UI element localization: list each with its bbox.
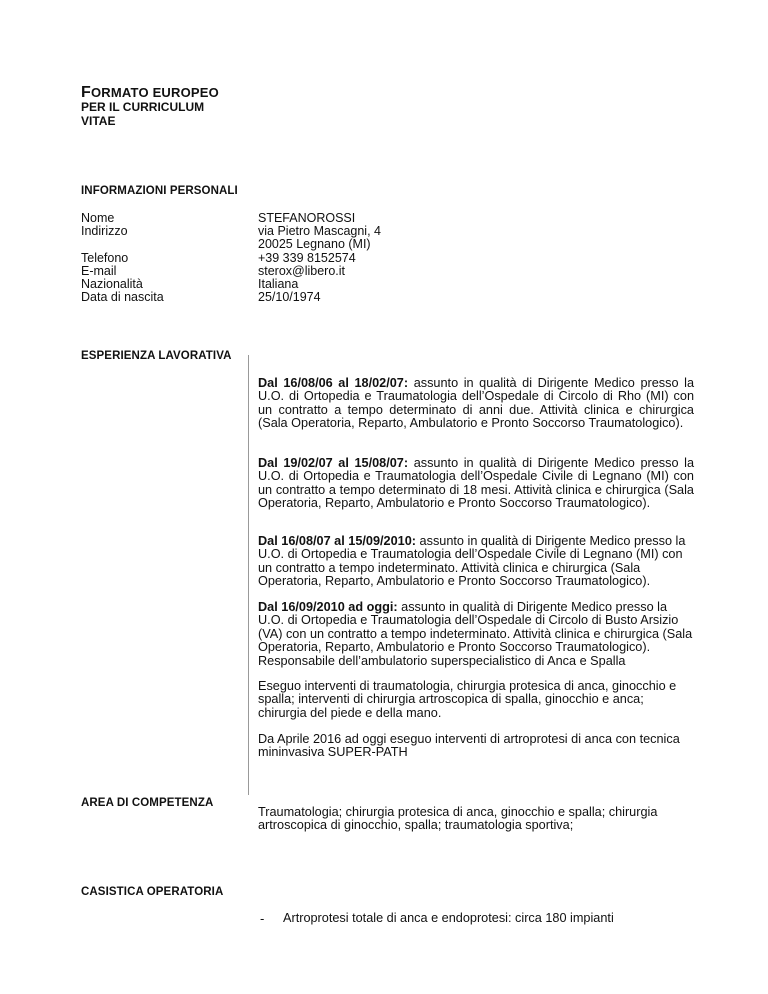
- experience-entry: [258, 377, 694, 431]
- value-address-line1: via Pietro Mascagni, 4: [258, 224, 381, 238]
- experience-note: Da Aprile 2016 ad oggi eseguo interventi di artroprotesi di anca con tecnica mininvasiva SUPER-PATH: [258, 732, 680, 760]
- list-bullet: -: [260, 911, 265, 926]
- value-name: STEFANOROSSI: [258, 211, 356, 225]
- value-email: sterox@libero.it: [258, 264, 346, 278]
- label-nationality: Nazionalità: [81, 277, 143, 291]
- experience-text: assunto in qualità di Dirigente Medico presso la U.O. di Ortopedia e Traumatologia dell’Ospedale di Circolo di Rho (MI) con un contratto a tempo determinato di anni due. Attività clinica e chirurgica (Sala Operatoria, Reparto, Ambulatorio e Pronto Soccorso Traumatologico).: [258, 376, 694, 431]
- label-address: Indirizzo: [81, 224, 128, 238]
- experience-entry: [258, 457, 694, 511]
- value-phone: +39 339 8152574: [258, 251, 356, 265]
- competence-text: Traumatologia; chirurgia protesica di anca, ginocchio e spalla; chirurgia artroscopica di ginocchio, spalla; traumatologia sportiva;: [258, 805, 658, 833]
- experience-period: Dal 19/02/07 al 15/08/07:: [258, 456, 409, 470]
- title-initial: F: [81, 84, 91, 101]
- experience-period: Dal 16/08/07 al 15/09/2010:: [258, 534, 417, 548]
- value-address-line2: 20025 Legnano (MI): [258, 237, 371, 251]
- experience-heading: ESPERIENZA LAVORATIVA: [81, 350, 232, 362]
- experience-entry: [258, 601, 694, 668]
- label-birth: Data di nascita: [81, 290, 164, 304]
- value-nationality: Italiana: [258, 277, 299, 291]
- value-birth: 25/10/1974: [258, 290, 321, 304]
- document-subtitle: PER IL CURRICULUM VITAE: [81, 100, 205, 128]
- column-divider: [248, 355, 249, 795]
- label-email: E-mail: [81, 264, 117, 278]
- competence-heading: AREA DI COMPETENZA: [81, 797, 214, 809]
- experience-text: assunto in qualità di Dirigente Medico presso la U.O. di Ortopedia e Traumatologia dell’Ospedale Civile di Legnano (MI) con un contratto a tempo indeterminato. Attività clinica e chirurgica (Sala Operatoria, Reparto, Ambulatorio e Pronto Soccorso Traumatologico).: [258, 534, 686, 589]
- title-rest: ORMATO EUROPEO: [90, 85, 219, 100]
- casistica-heading: CASISTICA OPERATORIA: [81, 886, 224, 898]
- experience-text: assunto in qualità di Dirigente Medico presso la U.O. di Ortopedia e Traumatologia dell’Ospedale Civile di Legnano (MI) con un contratto a tempo determinato di 18 mesi. Attività clinica e chirurgica (Sala Operatoria, Reparto, Ambulatorio e Pronto Soccorso Traumatologico).: [258, 456, 694, 511]
- experience-period: Dal 16/08/06 al 18/02/07:: [258, 376, 409, 390]
- label-phone: Telefono: [81, 251, 129, 265]
- list-item: Artroprotesi totale di anca e endoprotesi: circa 180 impianti: [283, 911, 614, 925]
- experience-period: Dal 16/09/2010 ad oggi:: [258, 600, 398, 614]
- experience-text: assunto in qualità di Dirigente Medico presso la U.O. di Ortopedia e Traumatologia dell’Ospedale di Circolo di Busto Arsizio (VA) con un contratto a tempo indeterminato. Attività clinica e chirurgica (Sala Operatoria, Reparto, Ambulatorio e Pronto Soccorso Traumatologico). Responsabile dell’ambulatorio superspecialistico di Anca e Spalla: [258, 600, 693, 668]
- personal-info-heading: INFORMAZIONI PERSONALI: [81, 185, 238, 197]
- label-name: Nome: [81, 211, 115, 225]
- experience-note: Eseguo interventi di traumatologia, chirurgia protesica di anca, ginocchio e spalla; interventi di chirurgia artroscopica di spalla, ginocchio e anca; chirurgia del piede e della mano.: [258, 679, 677, 720]
- experience-entry: [258, 535, 694, 589]
